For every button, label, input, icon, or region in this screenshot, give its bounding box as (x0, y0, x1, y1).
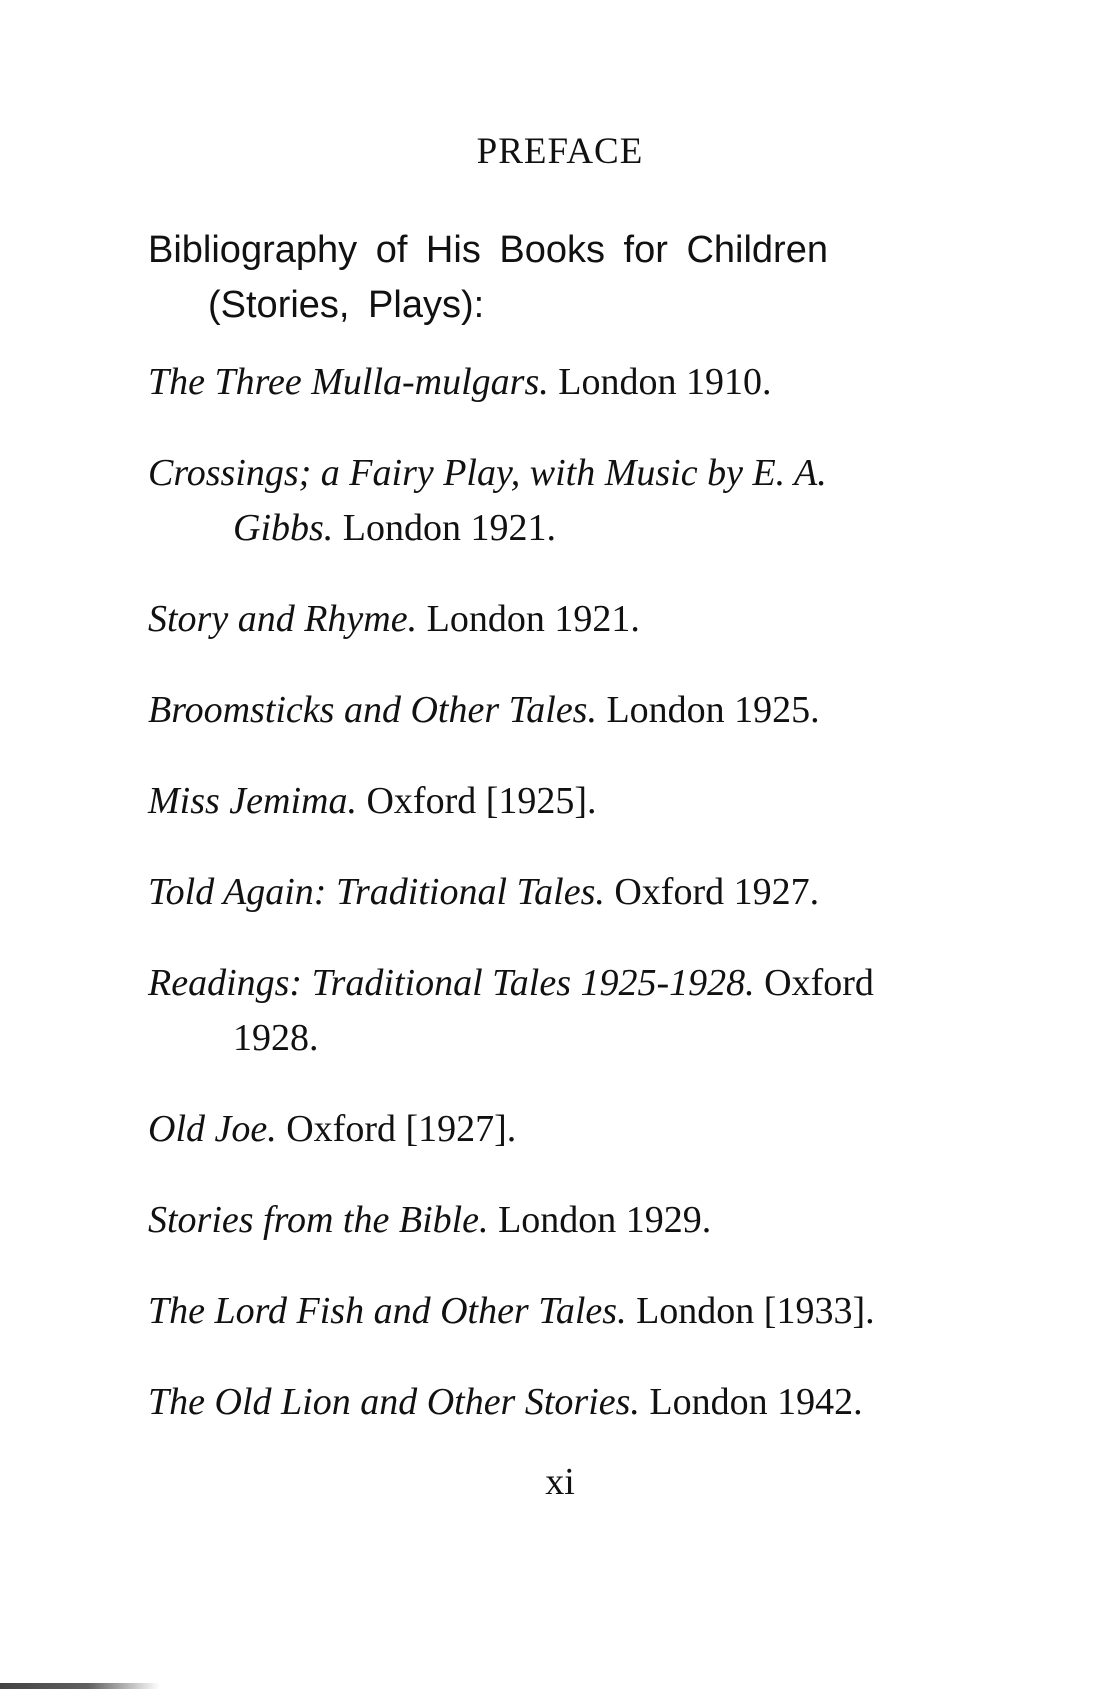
entry-details: Oxford (754, 962, 874, 1004)
bibliography-entry (148, 865, 968, 920)
entry-title: The Three Mulla-mulgars. (148, 361, 549, 403)
entry-details: Oxford [1927]. (276, 1108, 517, 1150)
bibliography-entry (148, 446, 968, 556)
entry-title: Stories from the Bible. (148, 1199, 489, 1241)
bibliography-entry (148, 1284, 968, 1339)
section-heading-line-1: Bibliography of His Books for Children (148, 229, 828, 271)
entry-title: Old Joe. (148, 1108, 277, 1150)
bibliography-entry (148, 355, 968, 410)
entry-details: London 1921. (333, 507, 557, 549)
entry-title: Readings: Traditional Tales 1925-1928. (148, 962, 755, 1004)
entry-details: Oxford 1927. (604, 871, 820, 913)
running-head: PREFACE (476, 131, 644, 172)
entry-title: The Lord Fish and Other Tales. (148, 1290, 627, 1332)
page-number: xi (545, 1461, 575, 1503)
entry-title: Crossings; a Fairy Play, with Music by E. A. (148, 452, 827, 494)
entry-details: London 1925. (596, 689, 820, 731)
entry-details: London 1921. (417, 598, 640, 640)
bibliography-entry (148, 774, 968, 829)
bibliography-entry (148, 1375, 968, 1430)
bibliography-entry (148, 956, 968, 1066)
bibliography-entry (148, 683, 968, 738)
entry-title: Miss Jemima. (148, 780, 357, 822)
entry-details: London [1933]. (626, 1290, 875, 1332)
bibliography-entry (148, 592, 968, 647)
entry-continuation (148, 501, 968, 556)
entry-details: London 1910. (548, 361, 772, 403)
entry-title: Story and Rhyme. (148, 598, 418, 640)
section-heading-line-2: (Stories, Plays): (208, 284, 485, 326)
entry-title: Told Again: Traditional Tales. (148, 871, 605, 913)
entry-title: The Old Lion and Other Stories. (148, 1381, 640, 1423)
entry-continuation: 1928. (233, 1017, 319, 1059)
scan-edge-mark (0, 1683, 160, 1689)
bibliography-list (148, 355, 968, 1466)
entry-title-continued: Gibbs. (233, 507, 334, 549)
entry-title: Broomsticks and Other Tales. (148, 689, 597, 731)
entry-details: London 1942. (639, 1381, 863, 1423)
bibliography-entry (148, 1193, 968, 1248)
entry-details: Oxford [1925]. (356, 780, 597, 822)
bibliography-entry (148, 1102, 968, 1157)
section-heading (148, 223, 968, 333)
entry-details: London 1929. (488, 1199, 712, 1241)
